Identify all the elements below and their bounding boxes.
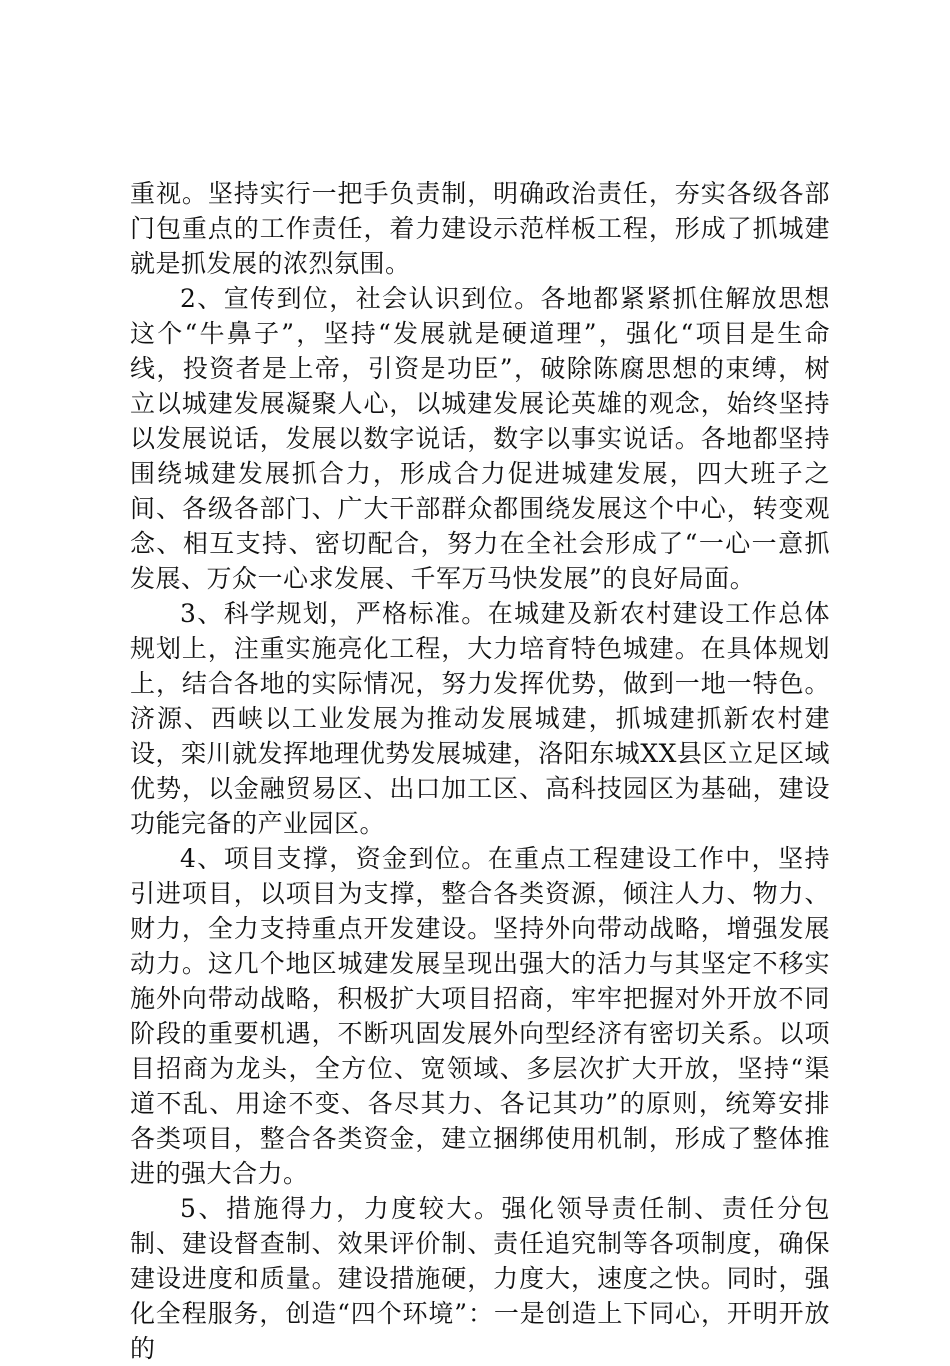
paragraph-5-measures: 5、措施得力，力度较大。强化领导责任制、责任分包制、建设督查制、效果评价制、责任追究制等各项制度，确保建设进度和质量。建设措施硬，力度大，速度之快。同时，强化全程服务，创造“四个环境”：一是创造上下同心，开明开放的 <box>130 1194 830 1363</box>
paragraph-2-publicity: 2、宣传到位，社会认识到位。各地都紧紧抓住解放思想这个“牛鼻子”，坚持“发展就是硬道理”，强化“项目是生命线，投资者是上帝，引资是功臣”，破除陈腐思想的束缚，树立以城建发展凝聚人心，以城建发展论英雄的观念，始终坚持以发展说话，发展以数字说话，数字以事实说话。各地都坚持围绕城建发展抓合力，形成合力促进城建发展，四大班子之间、各级各部门、广大干部群众都围绕发展这个中心，转变观念、相互支持、密切配合，努力在全社会形成了“一心一意抓发展、万众一心求发展、千军万马快发展”的良好局面。 <box>130 284 830 593</box>
document-body <box>130 176 830 1366</box>
paragraph-continued: 重视。坚持实行一把手负责制，明确政治责任，夯实各级各部门包重点的工作责任，着力建设示范样板工程，形成了抓城建就是抓发展的浓烈氛围。 <box>130 179 830 278</box>
paragraph-3-planning: 3、科学规划，严格标准。在城建及新农村建设工作总体规划上，注重实施亮化工程，大力培育特色城建。在具体规划上，结合各地的实际情况，努力发挥优势，做到一地一特色。济源、西峡以工业发展为推动发展城建，抓城建抓新农村建设，栾川就发挥地理优势发展城建，洛阳东城XX县区立足区域优势，以金融贸易区、出口加工区、高科技园区为基础，建设功能完备的产业园区。 <box>130 599 830 838</box>
paragraph-4-projects: 4、项目支撑，资金到位。在重点工程建设工作中，坚持引进项目，以项目为支撑，整合各类资源，倾注人力、物力、财力，全力支持重点开发建设。坚持外向带动战略，增强发展动力。这几个地区城建发展呈现出强大的活力与其坚定不移实施外向带动战略，积极扩大项目招商，牢牢把握对外开放不同阶段的重要机遇，不断巩固发展外向型经济有密切关系。以项目招商为龙头，全方位、宽领域、多层次扩大开放，坚持“渠道不乱、用途不变、各尽其力、各记其功”的原则，统筹安排各类项目，整合各类资金，建立捆绑使用机制，形成了整体推进的强大合力。 <box>130 844 830 1188</box>
